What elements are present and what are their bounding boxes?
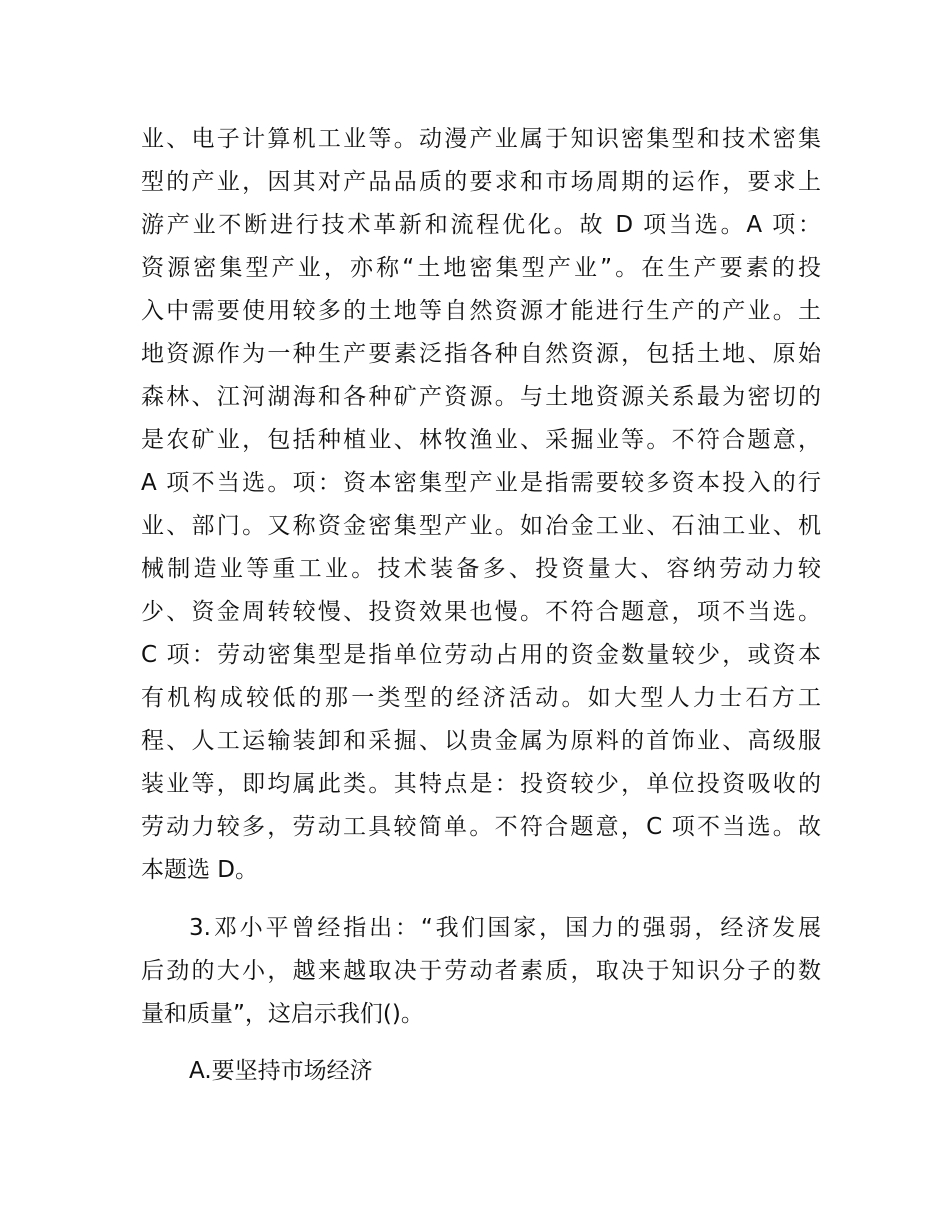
paragraph-line: 装业等，即均属此类。其特点是：投资较少，单位投资吸收的: [141, 771, 821, 797]
paragraph-line: 械制造业等重工业。技术装备多、投资量大、容纳劳动力较: [141, 556, 821, 582]
paragraph-line: 业、电子计算机工业等。动漫产业属于知识密集型和技术密集: [141, 126, 821, 152]
paragraph-line: 游产业不断进行技术革新和流程优化。故 D 项当选。A 项：: [141, 212, 821, 238]
paragraph-line: 地资源作为一种生产要素泛指各种自然资源，包括土地、原始: [141, 341, 821, 367]
paragraph-line: 本题选 D。: [141, 857, 259, 883]
paragraph-line: 劳动力较多，劳动工具较简单。不符合题意，C 项不当选。故: [141, 814, 821, 840]
question-line: 量和质量”，这启示我们()。: [141, 1001, 424, 1027]
paragraph-line: A 项不当选。项：资本密集型产业是指需要较多资本投入的行: [141, 470, 821, 496]
paragraph-line: 业、部门。又称资金密集型产业。如冶金工业、石油工业、机: [141, 513, 821, 539]
paragraph-line: 是农矿业，包括种植业、林牧渔业、采掘业等。不符合题意，: [141, 427, 821, 453]
paragraph-line: 森林、江河湖海和各种矿产资源。与土地资源关系最为密切的: [141, 384, 821, 410]
paragraph-line: 少、资金周转较慢、投资效果也慢。不符合题意，项不当选。: [141, 599, 821, 625]
paragraph-line: 型的产业，因其对产品品质的要求和市场周期的运作，要求上: [141, 169, 821, 195]
paragraph-line: 程、人工运输装卸和采掘、以贵金属为原料的首饰业、高级服: [141, 728, 821, 754]
paragraph-line: 资源密集型产业，亦称“土地密集型产业”。在生产要素的投: [141, 255, 821, 281]
option-a: A.要坚持市场经济: [189, 1058, 373, 1084]
question-line: 后劲的大小，越来越取决于劳动者素质，取决于知识分子的数: [141, 958, 821, 984]
paragraph-line: 有机构成较低的那一类型的经济活动。如大型人力士石方工: [141, 685, 821, 711]
paragraph-line: C 项：劳动密集型是指单位劳动占用的资金数量较少，或资本: [141, 642, 821, 668]
question-line: 3.邓小平曾经指出：“我们国家，国力的强弱，经济发展: [189, 915, 821, 941]
paragraph-line: 入中需要使用较多的土地等自然资源才能进行生产的产业。土: [141, 298, 821, 324]
